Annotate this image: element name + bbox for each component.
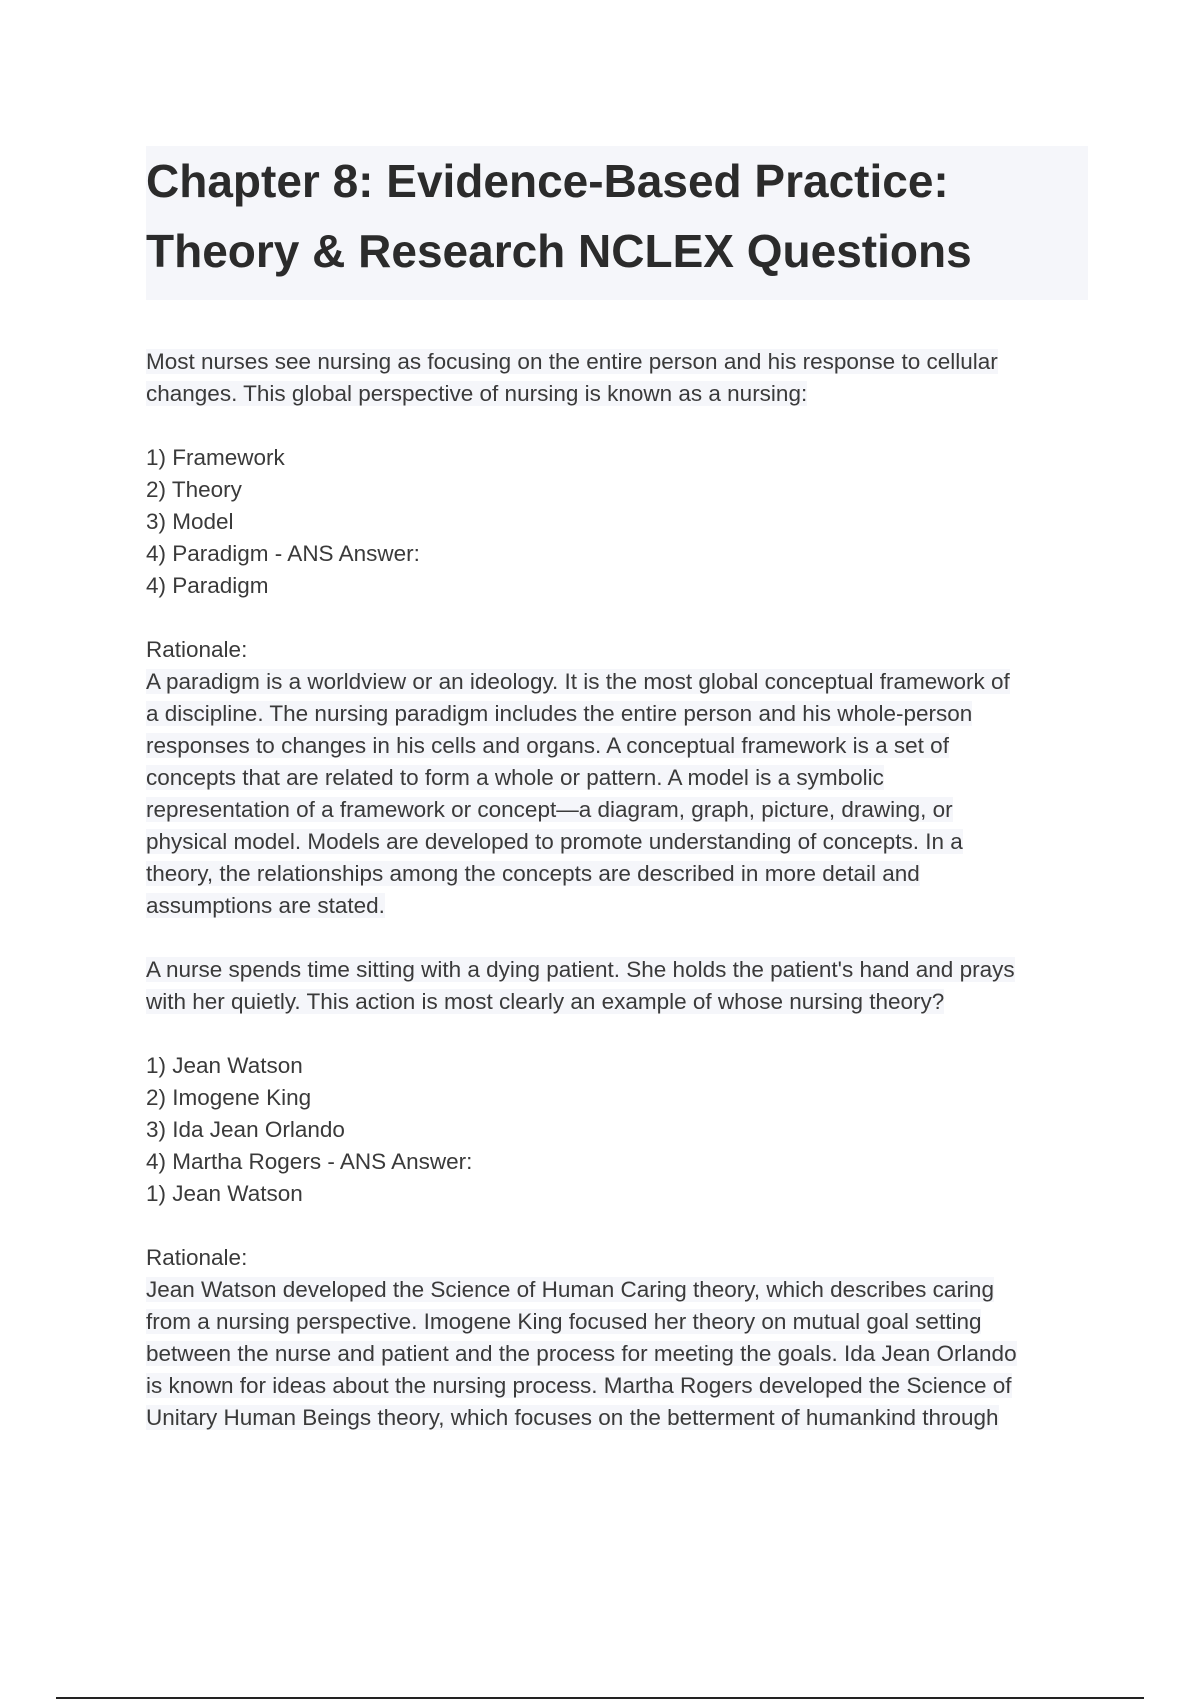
question-1-stem [146, 346, 1096, 410]
rationale-line: physical model. Models are developed to promote understanding of concepts. In a [146, 829, 963, 854]
rationale-label: Rationale: [146, 637, 248, 662]
stem-line: changes. This global perspective of nursing is known as a nursing: [146, 381, 808, 406]
rationale-line: assumptions are stated. [146, 893, 385, 918]
option-item: 1) Jean Watson [146, 1053, 303, 1078]
option-item: 3) Ida Jean Orlando [146, 1117, 345, 1142]
rationale-line: is known for ideas about the nursing process. Martha Rogers developed the Science of [146, 1373, 1012, 1398]
rationale-label: Rationale: [146, 1245, 248, 1270]
rationale-line: responses to changes in his cells and organs. A conceptual framework is a set of [146, 733, 949, 758]
page-title [146, 146, 1088, 300]
option-item: 4) Paradigm - ANS Answer: [146, 541, 420, 566]
stem-line: A nurse spends time sitting with a dying patient. She holds the patient's hand and prays [146, 957, 1015, 982]
question-1 [146, 346, 1096, 922]
stem-line: with her quietly. This action is most clearly an example of whose nursing theory? [146, 989, 945, 1014]
document-body [146, 346, 1096, 1434]
rationale-line: a discipline. The nursing paradigm includes the entire person and his whole-person [146, 701, 973, 726]
rationale-line: Jean Watson developed the Science of Human Caring theory, which describes caring [146, 1277, 994, 1302]
question-2-stem [146, 954, 1096, 1018]
rationale-line: between the nurse and patient and the process for meeting the goals. Ida Jean Orlando [146, 1341, 1017, 1366]
rationale-line: Unitary Human Beings theory, which focuses on the betterment of humankind through [146, 1405, 999, 1430]
rationale-line: concepts that are related to form a whole or pattern. A model is a symbolic [146, 765, 884, 790]
rationale-line: representation of a framework or concept—a diagram, graph, picture, drawing, or [146, 797, 953, 822]
option-item: 1) Framework [146, 445, 285, 470]
page-bottom-rule [56, 1697, 1144, 1699]
option-item: 4) Martha Rogers - ANS Answer: [146, 1149, 473, 1174]
option-item: 2) Theory [146, 477, 242, 502]
rationale-line: A paradigm is a worldview or an ideology. It is the most global conceptual framework of [146, 669, 1010, 694]
title-line-2: Theory & Research NCLEX Questions [146, 225, 972, 277]
stem-line: Most nurses see nursing as focusing on the entire person and his response to cellular [146, 349, 998, 374]
answer-text: 4) Paradigm [146, 573, 269, 598]
question-1-rationale [146, 666, 1096, 922]
question-2 [146, 954, 1096, 1434]
option-item: 2) Imogene King [146, 1085, 312, 1110]
question-2-rationale [146, 1274, 1096, 1434]
rationale-line: from a nursing perspective. Imogene King focused her theory on mutual goal setting [146, 1309, 982, 1334]
question-1-options [146, 442, 1096, 602]
rationale-line: theory, the relationships among the concepts are described in more detail and [146, 861, 920, 886]
title-line-1: Chapter 8: Evidence-Based Practice: [146, 155, 949, 207]
question-2-options [146, 1050, 1096, 1210]
option-item: 3) Model [146, 509, 234, 534]
answer-text: 1) Jean Watson [146, 1181, 303, 1206]
